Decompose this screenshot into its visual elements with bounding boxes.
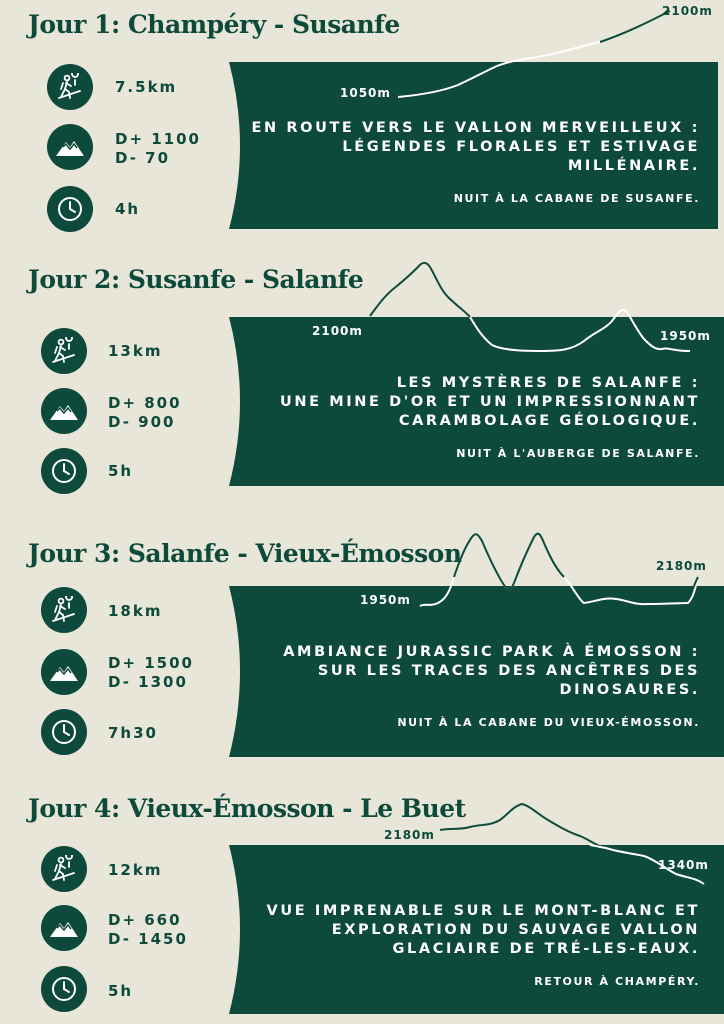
start-elevation: 1950m [360,593,411,607]
end-elevation: 1340m [658,858,709,872]
day-4 [0,790,724,1024]
hiker-icon [41,587,87,633]
hiker-icon [41,328,87,374]
night-note: NUIT À LA CABANE DE SUSANFE. [453,192,700,205]
hiker-icon [41,846,87,892]
start-elevation: 2180m [384,828,435,842]
mountain-icon [41,388,87,434]
distance: 7.5km [115,78,178,96]
duration: 4h [115,200,141,218]
clock-icon [41,709,87,755]
elevation-loss: D- 1450 [108,930,188,948]
day-title: Jour 4: Vieux-Émosson - Le Buet [28,794,466,823]
day-title: Jour 1: Champéry - Susanfe [28,10,400,39]
duration: 7h30 [108,724,158,742]
distance: 13km [108,342,163,360]
day-2 [0,255,724,495]
day-description: EN ROUTE VERS LE VALLON MERVEILLEUX : LÉGENDES FLORALES ET ESTIVAGE MILLÉNAIRE. [251,120,700,174]
hiker-icon [47,64,93,110]
night-note: RETOUR À CHAMPÉRY. [534,975,700,988]
duration: 5h [108,982,134,1000]
elevation-loss: D- 70 [115,149,171,167]
elevation-gain: D+ 660 [108,911,182,929]
end-elevation: 2180m [656,559,707,573]
elevation-loss: D- 900 [108,413,176,431]
day-title: Jour 3: Salanfe - Vieux-Émosson [28,539,462,568]
elevation-gain: D+ 1100 [115,130,201,148]
elevation-gain: D+ 800 [108,394,182,412]
day-title: Jour 2: Susanfe - Salanfe [28,265,364,294]
start-elevation: 2100m [312,324,363,338]
day-description: AMBIANCE JURASSIC PARK À ÉMOSSON : SUR LES TRACES DES ANCÊTRES DES DINOSAURES. [283,644,700,698]
start-elevation: 1050m [340,86,391,100]
mountain-icon [47,124,93,170]
clock-icon [41,966,87,1012]
end-elevation: 2100m [662,4,713,18]
clock-icon [41,448,87,494]
elevation-gain: D+ 1500 [108,654,194,672]
night-note: NUIT À LA CABANE DU VIEUX-ÉMOSSON. [397,716,700,729]
mountain-icon [41,905,87,951]
duration: 5h [108,462,134,480]
mountain-icon [41,649,87,695]
day-description: VUE IMPRENABLE SUR LE MONT-BLANC ET EXPLORATION DU SAUVAGE VALLON GLACIAIRE DE TRÉ-LES-EAUX. [266,903,700,957]
distance: 12km [108,861,163,879]
day-3 [0,525,724,765]
end-elevation: 1950m [660,329,711,343]
clock-icon [47,186,93,232]
night-note: NUIT À L'AUBERGE DE SALANFE. [456,447,700,460]
day-1 [0,0,724,240]
day-description: LES MYSTÈRES DE SALANFE : UNE MINE D'OR ET UN IMPRESSIONNANT CARAMBOLAGE GÉOLOGIQUE. [280,375,700,429]
distance: 18km [108,602,163,620]
elevation-loss: D- 1300 [108,673,188,691]
